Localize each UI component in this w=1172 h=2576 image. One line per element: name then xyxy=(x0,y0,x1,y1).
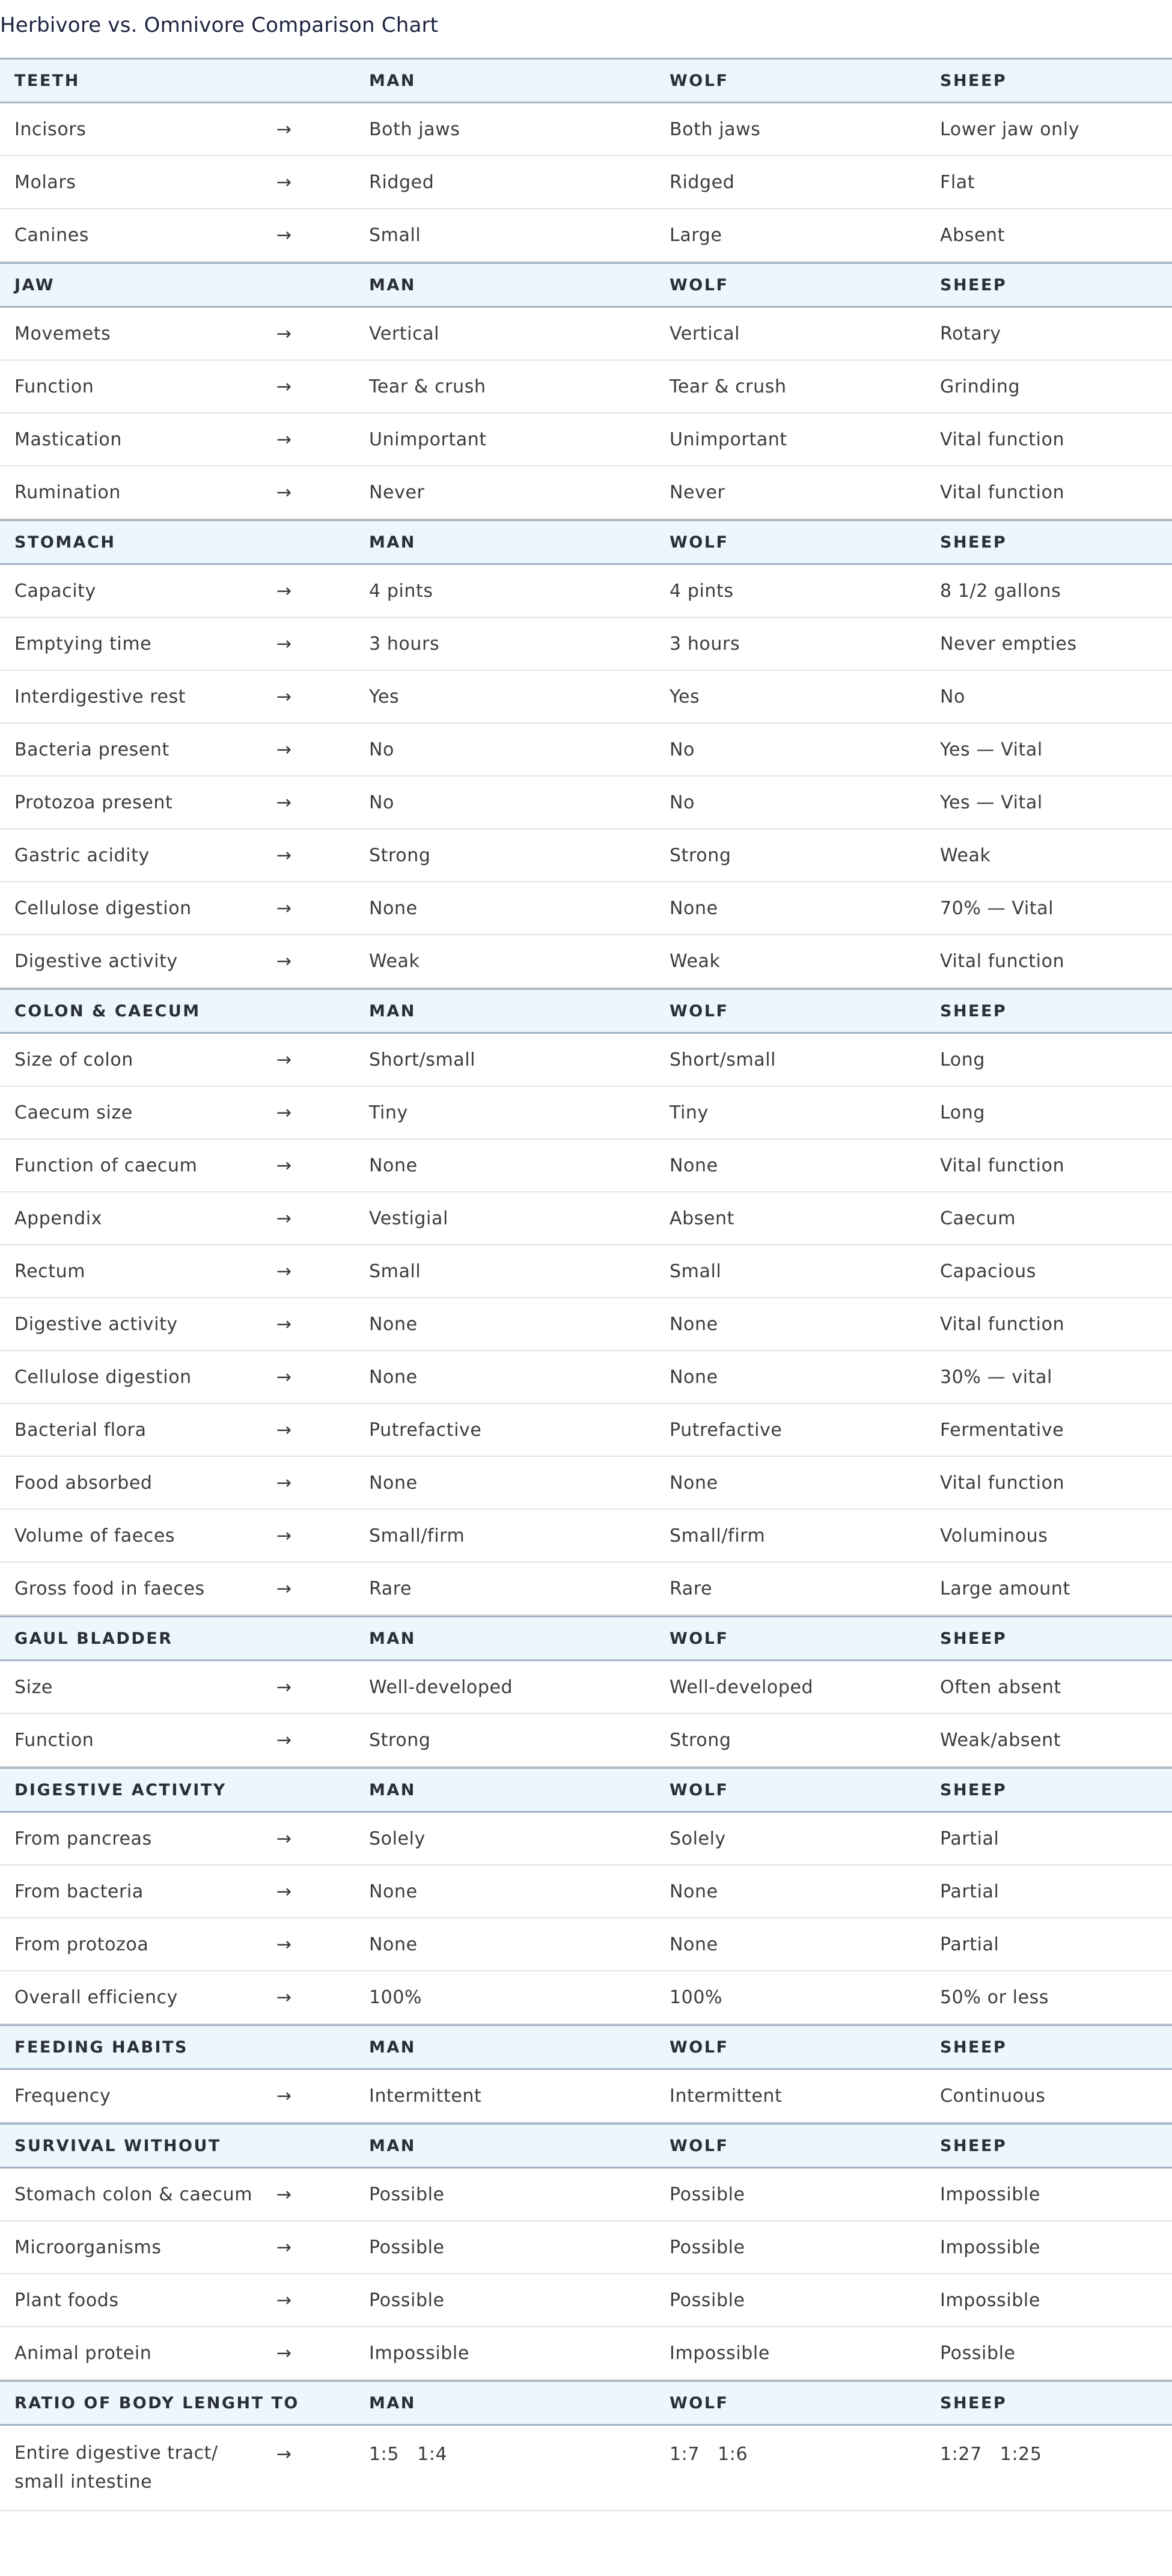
value-sheep: Long xyxy=(940,1102,985,1123)
value-wolf: Intermittent xyxy=(670,2085,783,2107)
value-sheep: Grinding xyxy=(940,376,1021,397)
row-label: Gastric acidity xyxy=(14,844,150,866)
table-row xyxy=(0,1563,1172,1616)
arrow-icon: → xyxy=(276,1419,292,1441)
value-wolf: None xyxy=(670,1881,718,1902)
header-label: JAW xyxy=(14,275,55,295)
row-label: Cellulose digestion xyxy=(14,897,192,919)
header-label: COLON & CAECUM xyxy=(14,1001,201,1021)
value-man: Small/firm xyxy=(369,1525,465,1546)
value-wolf: None xyxy=(670,1472,718,1494)
value-man: 4 pints xyxy=(369,580,433,602)
value-sheep: Yes — Vital xyxy=(940,739,1043,760)
value-wolf: None xyxy=(670,1313,718,1335)
value-sheep: Vital function xyxy=(940,1313,1065,1335)
table-row xyxy=(0,1866,1172,1918)
arrow-icon: → xyxy=(276,2289,292,2311)
table-row xyxy=(0,724,1172,777)
value-wolf: Unimportant xyxy=(670,429,787,450)
table-row xyxy=(0,1192,1172,1245)
row-label: Capacity xyxy=(14,580,96,602)
arrow-icon: → xyxy=(276,950,292,972)
value-wolf: Weak xyxy=(670,950,721,972)
value-wolf: Vertical xyxy=(670,323,740,344)
table-row xyxy=(0,1140,1172,1192)
table-row xyxy=(0,2426,1172,2511)
row-label: Canines xyxy=(14,224,89,246)
row-label: Emptying time xyxy=(14,633,152,655)
row-label: Food absorbed xyxy=(14,1472,153,1494)
ratio-value: 1:4 xyxy=(417,2444,448,2465)
arrow-icon: → xyxy=(276,2085,292,2107)
value-man: None xyxy=(369,1472,418,1494)
arrow-icon: → xyxy=(276,792,292,813)
table-row xyxy=(0,1298,1172,1351)
header-sheep: SHEEP xyxy=(940,1780,1007,1799)
arrow-icon: → xyxy=(276,1260,292,1282)
value-man: Possible xyxy=(369,2236,445,2258)
table-row xyxy=(0,2327,1172,2380)
header-label: FEEDING HABITS xyxy=(14,2037,188,2057)
value-wolf: Possible xyxy=(670,2184,745,2205)
arrow-icon: → xyxy=(276,897,292,919)
value-man: Ridged xyxy=(369,171,435,193)
value-sheep: Flat xyxy=(940,171,975,193)
row-label: Entire digestive tract/ small intestine xyxy=(14,2443,218,2492)
value-man: None xyxy=(369,1155,418,1176)
value-man: Vestigial xyxy=(369,1207,448,1229)
table-row xyxy=(0,2070,1172,2123)
value-man xyxy=(369,2426,447,2510)
value-man: None xyxy=(369,1313,418,1335)
arrow-icon: → xyxy=(276,686,292,707)
section-header xyxy=(0,1616,1172,1661)
arrow-icon: → xyxy=(276,1881,292,1902)
header-label: DIGESTIVE ACTIVITY xyxy=(14,1780,227,1799)
value-wolf: Well-developed xyxy=(670,1676,814,1698)
arrow-icon: → xyxy=(276,739,292,760)
value-sheep: Partial xyxy=(940,1881,1000,1902)
value-man: Yes xyxy=(369,686,400,707)
value-sheep: Capacious xyxy=(940,1260,1036,1282)
row-label: Bacteria present xyxy=(14,739,169,760)
arrow-icon: → xyxy=(276,118,292,140)
row-label: Cellulose digestion xyxy=(14,1366,192,1388)
value-man: No xyxy=(369,739,394,760)
value-man: Short/small xyxy=(369,1049,476,1070)
value-wolf: None xyxy=(670,1934,718,1955)
arrow-icon: → xyxy=(276,844,292,866)
page-title: Herbivore vs. Omnivore Comparison Chart xyxy=(0,13,439,37)
value-man: Never xyxy=(369,481,425,503)
table-row xyxy=(0,1971,1172,2024)
value-man: Weak xyxy=(369,950,420,972)
value-sheep: Lower jaw only xyxy=(940,118,1080,140)
value-wolf: No xyxy=(670,792,695,813)
value-sheep: Never empties xyxy=(940,633,1077,655)
value-wolf: Small/firm xyxy=(670,1525,766,1546)
row-label: Interdigestive rest xyxy=(14,686,186,707)
value-man: Vertical xyxy=(369,323,440,344)
header-label: STOMACH xyxy=(14,533,116,552)
value-wolf: Both jaws xyxy=(670,118,761,140)
row-label: Rectum xyxy=(14,1260,86,1282)
table-row xyxy=(0,1457,1172,1510)
header-label: GAUL BLADDER xyxy=(14,1629,173,1648)
section-header xyxy=(0,988,1172,1034)
value-sheep: 8 1/2 gallons xyxy=(940,580,1061,602)
table-row xyxy=(0,2274,1172,2327)
value-man: Rare xyxy=(369,1578,412,1599)
value-sheep: Vital function xyxy=(940,950,1065,972)
row-label: Function of caecum xyxy=(14,1155,198,1176)
value-wolf: Never xyxy=(670,481,725,503)
value-wolf: None xyxy=(670,1366,718,1388)
arrow-icon: → xyxy=(276,429,292,450)
table-row xyxy=(0,156,1172,209)
value-man: Possible xyxy=(369,2184,445,2205)
value-sheep: Partial xyxy=(940,1934,1000,1955)
header-wolf: WOLF xyxy=(670,533,729,552)
header-sheep: SHEEP xyxy=(940,1001,1007,1021)
arrow-icon: → xyxy=(276,2236,292,2258)
table-row xyxy=(0,1714,1172,1767)
table-row xyxy=(0,1661,1172,1714)
section-header xyxy=(0,519,1172,565)
header-wolf: WOLF xyxy=(670,2393,729,2413)
arrow-icon: → xyxy=(276,1525,292,1546)
value-man: None xyxy=(369,1366,418,1388)
arrow-icon: → xyxy=(276,633,292,655)
header-wolf: WOLF xyxy=(670,1780,729,1799)
row-label: Plant foods xyxy=(14,2289,119,2311)
row-label: Molars xyxy=(14,171,76,193)
header-man: MAN xyxy=(369,2037,416,2057)
row-label: Size xyxy=(14,1676,53,1698)
row-label: Function xyxy=(14,1729,94,1751)
header-man: MAN xyxy=(369,275,416,295)
header-sheep: SHEEP xyxy=(940,2037,1007,2057)
row-label: Gross food in faeces xyxy=(14,1578,205,1599)
value-wolf: Tear & crush xyxy=(670,376,787,397)
header-sheep: SHEEP xyxy=(940,71,1007,90)
table-row xyxy=(0,414,1172,466)
value-wolf: No xyxy=(670,739,695,760)
arrow-icon: → xyxy=(276,1155,292,1176)
table-row xyxy=(0,209,1172,262)
value-man: Small xyxy=(369,1260,421,1282)
value-man: Small xyxy=(369,224,421,246)
header-wolf: WOLF xyxy=(670,2037,729,2057)
value-sheep: Possible xyxy=(940,2342,1016,2364)
value-wolf: Short/small xyxy=(670,1049,777,1070)
value-man: Possible xyxy=(369,2289,445,2311)
header-label: TEETH xyxy=(14,71,80,90)
arrow-icon: → xyxy=(276,481,292,503)
value-sheep: 30% — vital xyxy=(940,1366,1052,1388)
row-label: Incisors xyxy=(14,118,87,140)
arrow-icon: → xyxy=(276,1366,292,1388)
row-label: Frequency xyxy=(14,2085,111,2107)
value-man: None xyxy=(369,897,418,919)
header-sheep: SHEEP xyxy=(940,2136,1007,2155)
value-man: Tiny xyxy=(369,1102,408,1123)
arrow-icon: → xyxy=(276,1986,292,2008)
row-label: Bacterial flora xyxy=(14,1419,147,1441)
table-row xyxy=(0,1404,1172,1457)
value-sheep: Absent xyxy=(940,224,1006,246)
value-wolf: 4 pints xyxy=(670,580,734,602)
value-wolf xyxy=(670,2426,748,2510)
value-sheep xyxy=(940,2426,1042,2510)
table-row xyxy=(0,935,1172,988)
table-row xyxy=(0,466,1172,519)
value-sheep: Partial xyxy=(940,1828,1000,1849)
ratio-value: 1:7 xyxy=(670,2444,700,2465)
table-row xyxy=(0,2221,1172,2274)
row-label: Digestive activity xyxy=(14,950,178,972)
value-sheep: Weak/absent xyxy=(940,1729,1061,1751)
value-man: Both jaws xyxy=(369,118,460,140)
header-sheep: SHEEP xyxy=(940,2393,1007,2413)
comparison-table xyxy=(0,58,1172,2511)
row-label: Protozoa present xyxy=(14,792,173,813)
table-row xyxy=(0,1034,1172,1087)
arrow-icon: → xyxy=(276,323,292,344)
row-label: Animal protein xyxy=(14,2342,152,2364)
header-man: MAN xyxy=(369,71,416,90)
table-row xyxy=(0,2169,1172,2221)
table-row xyxy=(0,1351,1172,1404)
value-wolf: None xyxy=(670,897,718,919)
value-man: Intermittent xyxy=(369,2085,482,2107)
arrow-icon: → xyxy=(276,1729,292,1751)
header-wolf: WOLF xyxy=(670,1629,729,1648)
value-sheep: Large amount xyxy=(940,1578,1070,1599)
table-row xyxy=(0,618,1172,671)
value-sheep: Long xyxy=(940,1049,985,1070)
value-wolf: Large xyxy=(670,224,722,246)
ratio-value: 1:5 xyxy=(369,2444,400,2465)
header-man: MAN xyxy=(369,1780,416,1799)
table-row xyxy=(0,565,1172,618)
value-sheep: Often absent xyxy=(940,1676,1061,1698)
table-row xyxy=(0,1918,1172,1971)
header-man: MAN xyxy=(369,1001,416,1021)
section-header xyxy=(0,1767,1172,1813)
row-label: From pancreas xyxy=(14,1828,152,1849)
value-sheep: Vital function xyxy=(940,429,1065,450)
table-row xyxy=(0,777,1172,829)
arrow-icon: → xyxy=(276,2444,292,2465)
value-sheep: Voluminous xyxy=(940,1525,1048,1546)
arrow-icon: → xyxy=(276,580,292,602)
arrow-icon: → xyxy=(276,224,292,246)
table-row xyxy=(0,1510,1172,1563)
value-wolf: Strong xyxy=(670,1729,731,1751)
table-row xyxy=(0,829,1172,882)
header-man: MAN xyxy=(369,2136,416,2155)
arrow-icon: → xyxy=(276,1676,292,1698)
row-label: Movemets xyxy=(14,323,111,344)
value-man: Well-developed xyxy=(369,1676,513,1698)
value-man: Unimportant xyxy=(369,429,487,450)
table-row xyxy=(0,361,1172,414)
row-label: Appendix xyxy=(14,1207,103,1229)
header-man: MAN xyxy=(369,533,416,552)
value-wolf: None xyxy=(670,1155,718,1176)
ratio-value: 1:27 xyxy=(940,2444,982,2465)
value-wolf: Impossible xyxy=(670,2342,770,2364)
arrow-icon: → xyxy=(276,1934,292,1955)
header-sheep: SHEEP xyxy=(940,1629,1007,1648)
value-wolf: Absent xyxy=(670,1207,735,1229)
row-label: From protozoa xyxy=(14,1934,149,1955)
value-sheep: Vital function xyxy=(940,1155,1065,1176)
value-man: Strong xyxy=(369,1729,431,1751)
header-man: MAN xyxy=(369,2393,416,2413)
header-wolf: WOLF xyxy=(670,2136,729,2155)
section-header xyxy=(0,2380,1172,2426)
value-wolf: Putrefactive xyxy=(670,1419,783,1441)
section-header xyxy=(0,262,1172,308)
table-row xyxy=(0,671,1172,724)
value-wolf: 3 hours xyxy=(670,633,740,655)
value-wolf: Ridged xyxy=(670,171,735,193)
table-row xyxy=(0,1245,1172,1298)
value-sheep: Impossible xyxy=(940,2236,1040,2258)
row-label: Overall efficiency xyxy=(14,1986,179,2008)
value-man: Putrefactive xyxy=(369,1419,482,1441)
value-man: 100% xyxy=(369,1986,423,2008)
header-sheep: SHEEP xyxy=(940,533,1007,552)
value-man: Impossible xyxy=(369,2342,469,2364)
value-sheep: Caecum xyxy=(940,1207,1016,1229)
value-man: None xyxy=(369,1881,418,1902)
value-man: 3 hours xyxy=(369,633,440,655)
arrow-icon: → xyxy=(276,171,292,193)
value-sheep: Weak xyxy=(940,844,991,866)
table-row xyxy=(0,1087,1172,1140)
value-man: Solely xyxy=(369,1828,426,1849)
arrow-icon: → xyxy=(276,1313,292,1335)
table-row xyxy=(0,308,1172,361)
value-man: No xyxy=(369,792,394,813)
value-wolf: Strong xyxy=(670,844,731,866)
value-wolf: Yes xyxy=(670,686,700,707)
value-wolf: Solely xyxy=(670,1828,726,1849)
value-wolf: Possible xyxy=(670,2289,745,2311)
arrow-icon: → xyxy=(276,1578,292,1599)
value-man: Strong xyxy=(369,844,431,866)
value-sheep: Fermentative xyxy=(940,1419,1064,1441)
row-label: Digestive activity xyxy=(14,1313,178,1335)
row-label: Function xyxy=(14,376,94,397)
row-label: From bacteria xyxy=(14,1881,144,1902)
row-label: Caecum size xyxy=(14,1102,133,1123)
section-header xyxy=(0,2024,1172,2070)
value-man: None xyxy=(369,1934,418,1955)
value-sheep: Vital function xyxy=(940,1472,1065,1494)
value-sheep: Continuous xyxy=(940,2085,1046,2107)
value-wolf: 100% xyxy=(670,1986,723,2008)
header-label: RATIO OF BODY LENGHT TO xyxy=(14,2393,299,2413)
row-label: Mastication xyxy=(14,429,122,450)
ratio-value: 1:25 xyxy=(1000,2444,1042,2465)
arrow-icon: → xyxy=(276,1207,292,1229)
section-header xyxy=(0,58,1172,103)
header-sheep: SHEEP xyxy=(940,275,1007,295)
value-sheep: Vital function xyxy=(940,481,1065,503)
table-row xyxy=(0,103,1172,156)
arrow-icon: → xyxy=(276,1828,292,1849)
table-row xyxy=(0,1813,1172,1866)
value-man: Tear & crush xyxy=(369,376,486,397)
row-label: Size of colon xyxy=(14,1049,133,1070)
value-sheep: Rotary xyxy=(940,323,1001,344)
row-label: Rumination xyxy=(14,481,121,503)
header-man: MAN xyxy=(369,1629,416,1648)
arrow-icon: → xyxy=(276,1472,292,1494)
arrow-icon: → xyxy=(276,2342,292,2364)
value-sheep: No xyxy=(940,686,965,707)
value-wolf: Possible xyxy=(670,2236,745,2258)
arrow-icon: → xyxy=(276,1102,292,1123)
value-wolf: Small xyxy=(670,1260,722,1282)
header-label: SURVIVAL WITHOUT xyxy=(14,2136,221,2155)
row-label: Volume of faeces xyxy=(14,1525,175,1546)
value-wolf: Rare xyxy=(670,1578,713,1599)
table-row xyxy=(0,882,1172,935)
arrow-icon: → xyxy=(276,376,292,397)
row-label: Microorganisms xyxy=(14,2236,162,2258)
ratio-value: 1:6 xyxy=(718,2444,748,2465)
value-sheep: Impossible xyxy=(940,2289,1040,2311)
row-label: Stomach colon & caecum xyxy=(14,2184,253,2205)
header-wolf: WOLF xyxy=(670,71,729,90)
value-wolf: Tiny xyxy=(670,1102,709,1123)
value-sheep: Impossible xyxy=(940,2184,1040,2205)
arrow-icon: → xyxy=(276,2184,292,2205)
header-wolf: WOLF xyxy=(670,275,729,295)
section-header xyxy=(0,2123,1172,2169)
value-sheep: 70% — Vital xyxy=(940,897,1054,919)
arrow-icon: → xyxy=(276,1049,292,1070)
value-sheep: Yes — Vital xyxy=(940,792,1043,813)
header-wolf: WOLF xyxy=(670,1001,729,1021)
value-sheep: 50% or less xyxy=(940,1986,1049,2008)
